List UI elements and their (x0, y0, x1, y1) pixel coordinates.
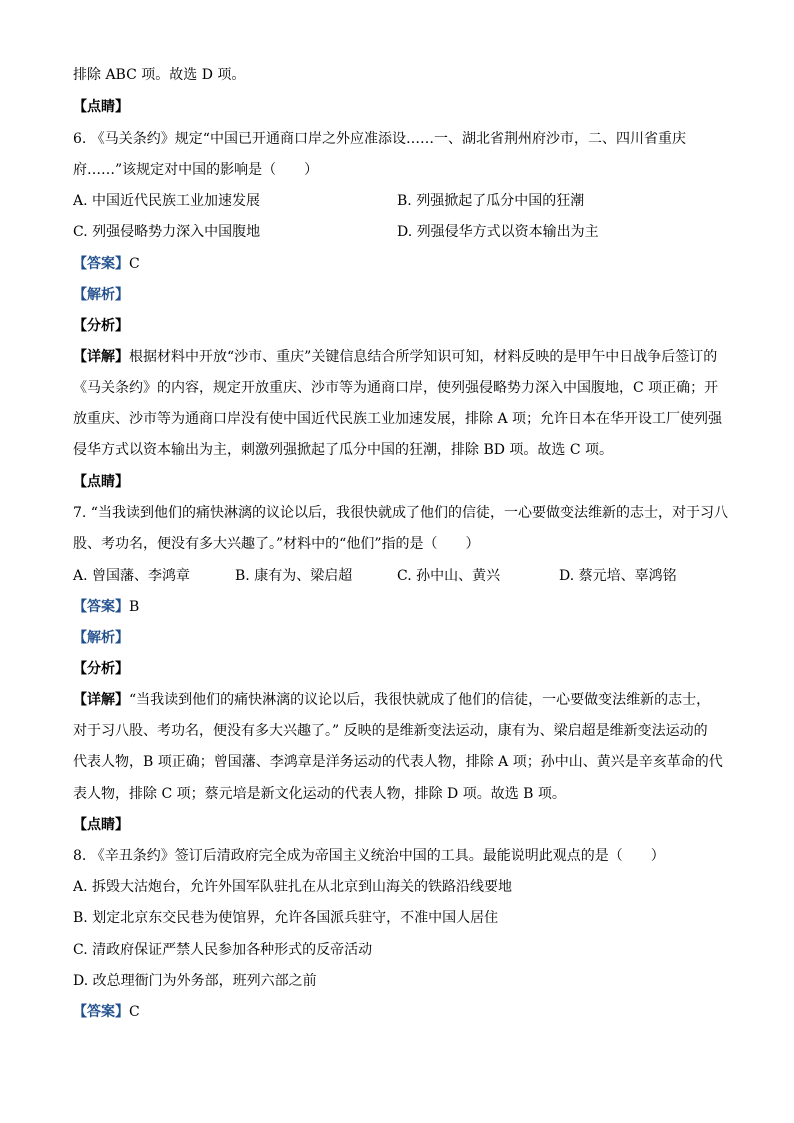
question-7-option-b: B. 康有为、梁启超 (235, 568, 353, 584)
question-7-stem: 7. “当我读到他们的痛快淋漓的议论以后，我很快就成了他们的信徒，一心要做变法维新的志士，对于习八 (73, 505, 728, 521)
answer-tag: 【答案】 (73, 1004, 129, 1020)
question-7-stem-cont: 股、考功名，便没有多大兴趣了。”材料中的“他们”指的是（ ） (73, 536, 480, 552)
question-7-detail-line: 对于习八股、考功名，便没有多大兴趣了。” 反映的是维新变法运动，康有为、梁启超是维新变法运动的 (73, 723, 708, 739)
question-7-detail-line (73, 690, 733, 710)
question-6-detail-line (73, 347, 733, 367)
section-tag-xiangjie: 【详解】 (73, 692, 129, 708)
question-8-option-d: D. 改总理衙门为外务部，班列六部之前 (73, 973, 317, 989)
question-6-stem-cont: 府……”该规定对中国的影响是（ ） (73, 162, 319, 178)
section-tag-dianjing: 【点睛】 (73, 474, 129, 490)
question-6-stem: 6. 《马关条约》规定“中国已开通商口岸之外应准添设……一、湖北省荆州府沙市，二、四川省重庆 (73, 131, 686, 147)
section-tag-jiexi: 【解析】 (73, 287, 129, 303)
section-tag-dianjing: 【点睛】 (73, 99, 129, 115)
question-6-detail-line: 侵华方式以资本输出为主，刺激列强掀起了瓜分中国的狂潮，排除 BD 项。故选 C 项。 (73, 442, 614, 458)
question-8-answer (73, 1002, 733, 1022)
question-6-option-b: B. 列强掀起了瓜分中国的狂潮 (397, 193, 585, 209)
answer-value: C (129, 1004, 140, 1020)
question-8-option-a: A. 拆毁大沽炮台，允许外国军队驻扎在从北京到山海关的铁路沿线要地 (73, 879, 513, 895)
question-7-option-d: D. 蔡元培、辜鸿铭 (559, 568, 677, 584)
question-8-option-b: B. 划定北京东交民巷为使馆界，允许各国派兵驻守，不准中国人居住 (73, 910, 499, 926)
question-6-detail-line: 《马关条约》的内容，规定开放重庆、沙市等为通商口岸，使列强侵略势力深入中国腹地，C 项正确；开 (73, 380, 719, 396)
section-tag-jiexi: 【解析】 (73, 630, 129, 646)
question-8-stem: 8. 《辛丑条约》签订后清政府完全成为帝国主义统治中国的工具。最能说明此观点的是（ ） (73, 848, 665, 864)
answer-value: C (129, 256, 140, 272)
question-7-detail-line: 代表人物，B 项正确；曾国藩、李鸿章是洋务运动的代表人物，排除 A 项；孙中山、黄兴是辛亥革命的代 (73, 754, 723, 770)
section-tag-fenxi: 【分析】 (73, 661, 129, 677)
question-7-detail-line: 表人物，排除 C 项；蔡元培是新文化运动的代表人物，排除 D 项。故选 B 项。 (73, 786, 566, 802)
question-7-option-c: C. 孙中山、黄兴 (397, 568, 501, 584)
question-6-option-d: D. 列强侵华方式以资本输出为主 (397, 224, 599, 240)
question-6-detail-line: 放重庆、沙市等为通商口岸没有使中国近代民族工业加速发展，排除 A 项；允许日本在华开设工厂使列强 (73, 411, 723, 427)
section-tag-dianjing: 【点睛】 (73, 817, 129, 833)
question-7-answer (73, 597, 733, 617)
question-6-option-a: A. 中国近代民族工业加速发展 (73, 193, 261, 209)
detail-text: “当我读到他们的痛快淋漓的议论以后，我很快就成了他们的信徒，一心要做变法维新的志士， (129, 692, 711, 708)
answer-tag: 【答案】 (73, 256, 129, 272)
question-6-option-c: C. 列强侵略势力深入中国腹地 (73, 224, 261, 240)
section-tag-xiangjie: 【详解】 (73, 349, 129, 365)
detail-text: 根据材料中开放“沙市、重庆”关键信息结合所学知识可知，材料反映的是甲午中日战争后签订的 (129, 349, 718, 365)
answer-tag: 【答案】 (73, 599, 129, 615)
question-6-answer (73, 254, 733, 274)
question-7-option-a: A. 曾国藩、李鸿章 (73, 568, 191, 584)
text-line: 排除 ABC 项。故选 D 项。 (73, 67, 246, 83)
answer-value: B (129, 599, 140, 615)
section-tag-fenxi: 【分析】 (73, 318, 129, 334)
question-8-option-c: C. 清政府保证严禁人民参加各种形式的反帝活动 (73, 942, 373, 958)
